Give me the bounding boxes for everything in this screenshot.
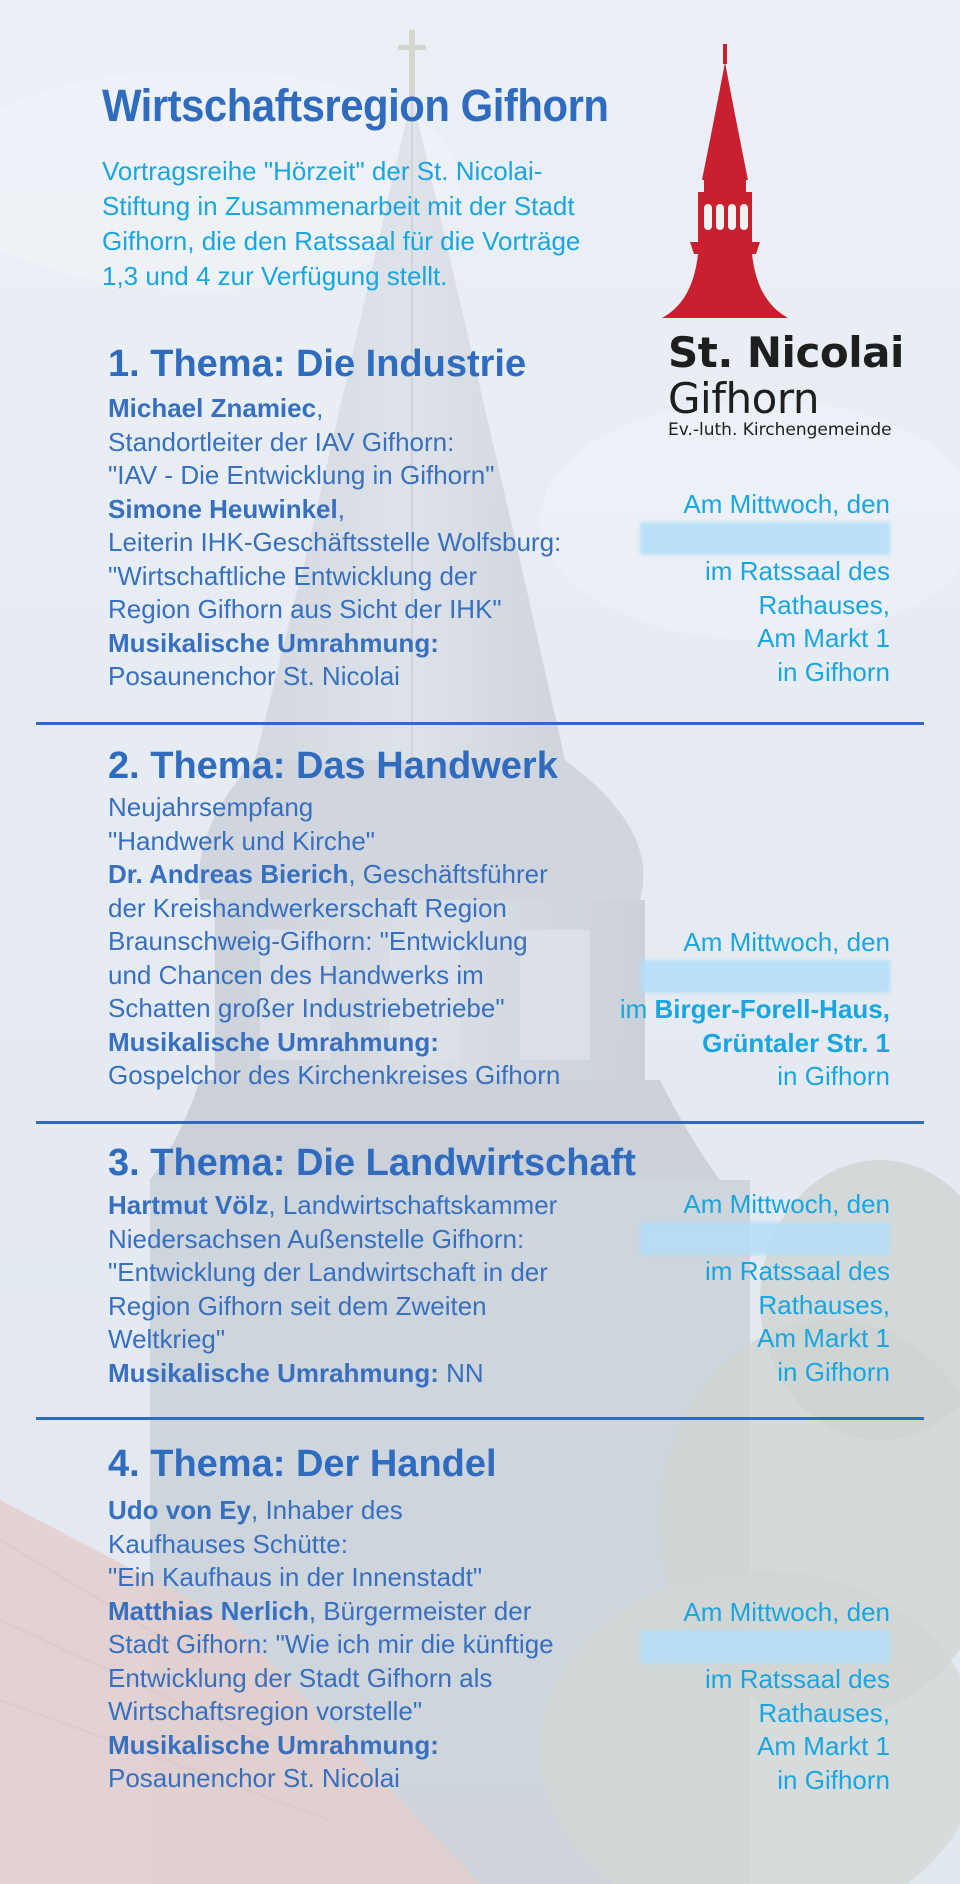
section-divider <box>36 1417 924 1420</box>
body-line <box>108 959 628 993</box>
speaker-name: Hartmut Völz <box>108 1190 269 1220</box>
speaker-name: Simone Heuwinkel <box>108 493 338 524</box>
body-line <box>108 1695 628 1729</box>
music-label: Musikalische Umrahmung: <box>108 627 439 658</box>
body-text: , Landwirtschaftskammer <box>268 1190 558 1220</box>
redacted-date <box>640 1630 890 1664</box>
body-text: und Chancen des Handwerks im <box>108 959 484 990</box>
venue-line: im Ratssaal des <box>705 556 890 586</box>
body-text: der Kreishandwerkerschaft Region <box>108 892 507 923</box>
body-text: , Inhaber des <box>251 1495 403 1525</box>
intro-line: Vortragsreihe "Hörzeit" der St. Nicolai- <box>102 156 543 186</box>
body-text: "Wirtschaftliche Entwicklung der <box>108 560 478 591</box>
venue-line: Am Markt 1 <box>757 623 890 653</box>
body-text: , <box>337 493 345 524</box>
body-text: Posaunenchor St. Nicolai <box>108 661 400 691</box>
venue-line: in Gifhorn <box>777 656 890 687</box>
logo-name: St. Nicolai <box>668 328 904 377</box>
body-text: "Entwicklung der Landwirtschaft in der <box>108 1257 548 1287</box>
venue-date-label: Am Mittwoch, den <box>683 1597 890 1627</box>
section-body <box>108 1494 628 1796</box>
body-line <box>108 560 628 594</box>
intro-line: Gifhorn, die den Ratssaal für die Vorträge <box>102 226 581 256</box>
body-line <box>108 493 628 527</box>
body-text: Kaufhauses Schütte: <box>108 1528 348 1559</box>
body-text: Region Gifhorn aus Sicht der IHK" <box>108 594 502 624</box>
venue-building: Birger-Forell-Haus, <box>654 994 890 1024</box>
venue-line: Rathauses, <box>758 1289 890 1320</box>
body-line <box>108 459 628 493</box>
venue-line: Am Markt 1 <box>757 1731 890 1761</box>
body-text: Leiterin IHK-Geschäftsstelle Wolfsburg: <box>108 527 562 557</box>
body-text: Neujahrsempfang <box>108 792 314 822</box>
logo-subtitle: Ev.-luth. Kirchengemeinde <box>668 420 892 440</box>
music-label: Musikalische Umrahmung: <box>108 1026 439 1057</box>
intro-line: Stiftung in Zusammenarbeit mit der Stadt <box>102 191 575 221</box>
body-text: Region Gifhorn seit dem Zweiten <box>108 1290 487 1321</box>
body-line <box>108 1628 628 1662</box>
body-line <box>108 1595 628 1629</box>
music-label: Musikalische Umrahmung: <box>108 1357 439 1388</box>
body-text: "Handwerk und Kirche" <box>108 825 376 856</box>
speaker-name: Matthias Nerlich <box>108 1595 309 1626</box>
body-line <box>108 1323 628 1357</box>
section-title: 1. Thema: Die Industrie <box>108 343 527 385</box>
body-line <box>108 1729 628 1763</box>
body-text: "Ein Kaufhaus in der Innenstadt" <box>108 1562 483 1592</box>
section-title: 3. Thema: Die Landwirtschaft <box>108 1142 636 1184</box>
venue-line <box>620 993 890 1027</box>
venue-street: Grüntaler Str. 1 <box>702 1027 890 1058</box>
venue-prefix: im <box>619 994 655 1024</box>
body-line <box>108 858 628 892</box>
venue-line: in Gifhorn <box>777 1764 890 1795</box>
body-line <box>108 1189 628 1223</box>
body-line <box>108 1223 628 1257</box>
venue-line: in Gifhorn <box>777 1356 890 1387</box>
section-divider <box>36 722 924 725</box>
body-line <box>108 1256 628 1290</box>
venue-info <box>640 1596 890 1797</box>
body-line <box>108 1561 628 1595</box>
body-line <box>108 825 628 859</box>
venue-info <box>640 1188 890 1389</box>
body-line <box>108 892 628 926</box>
intro-line: 1,3 und 4 zur Verfügung stellt. <box>102 261 448 291</box>
body-line <box>108 992 628 1026</box>
venue-line: Rathauses, <box>758 589 890 620</box>
speaker-name: Dr. Andreas Bierich <box>108 859 349 889</box>
body-text: Gospelchor des Kirchenkreises Gifhorn <box>108 1060 561 1090</box>
venue-line: Rathauses, <box>758 1697 890 1728</box>
body-line <box>108 791 628 825</box>
body-line <box>108 1357 628 1391</box>
section-body <box>108 791 628 1093</box>
body-text: Entwicklung der Stadt Gifhorn als <box>108 1662 493 1693</box>
redacted-date <box>640 1222 890 1256</box>
body-line <box>108 593 628 627</box>
section-title: 4. Thema: Der Handel <box>108 1443 497 1485</box>
venue-date-label: Am Mittwoch, den <box>683 927 890 957</box>
body-text: Posaunenchor St. Nicolai <box>108 1763 400 1793</box>
venue-line: im Ratssaal des <box>705 1664 890 1694</box>
speaker-name: Udo von Ey <box>108 1495 252 1525</box>
venue-line <box>620 1027 890 1061</box>
intro-text <box>102 154 662 294</box>
section-body <box>108 392 628 694</box>
body-text: , <box>316 393 324 423</box>
body-line <box>108 1494 628 1528</box>
music-label: Musikalische Umrahmung: <box>108 1729 439 1760</box>
body-text: "IAV - Die Entwicklung in Gifhorn" <box>108 460 495 490</box>
body-text: Niedersachsen Außenstelle Gifhorn: <box>108 1223 525 1254</box>
venue-date-label: Am Mittwoch, den <box>683 489 890 519</box>
body-line <box>108 526 628 560</box>
logo-city: Gifhorn <box>668 374 819 423</box>
body-line <box>108 627 628 661</box>
body-line <box>108 1662 628 1696</box>
venue-line: im Ratssaal des <box>705 1256 890 1286</box>
body-text: Standortleiter der IAV Gifhorn: <box>108 426 455 457</box>
venue-line: in Gifhorn <box>777 1061 890 1091</box>
body-text: Weltkrieg" <box>108 1324 226 1354</box>
body-line <box>108 1290 628 1324</box>
venue-line: Am Markt 1 <box>757 1323 890 1353</box>
redacted-date <box>640 522 890 556</box>
venue-info <box>620 926 890 1094</box>
body-text: Wirtschaftsregion vorstelle" <box>108 1696 423 1726</box>
body-text: Stadt Gifhorn: "Wie ich mir die künftige <box>108 1629 554 1659</box>
venue-date-label: Am Mittwoch, den <box>683 1189 890 1219</box>
body-line <box>108 1762 628 1796</box>
body-line <box>108 392 628 426</box>
body-line <box>108 660 628 694</box>
body-text: NN <box>438 1357 484 1388</box>
body-text: Schatten großer Industriebetriebe" <box>108 993 505 1023</box>
body-line <box>108 1059 628 1093</box>
speaker-name: Michael Znamiec <box>108 393 317 423</box>
redacted-date <box>640 960 890 994</box>
body-line <box>108 426 628 460</box>
section-body <box>108 1189 628 1390</box>
section-title: 2. Thema: Das Handwerk <box>108 745 558 787</box>
body-line <box>108 925 628 959</box>
section-divider <box>36 1121 924 1124</box>
body-text: Braunschweig-Gifhorn: "Entwicklung <box>108 926 528 956</box>
body-line <box>108 1528 628 1562</box>
body-text: , Geschäftsführer <box>348 859 548 889</box>
main-title: Wirtschaftsregion Gifhorn <box>102 80 609 131</box>
body-line <box>108 1026 628 1060</box>
body-text: , Bürgermeister der <box>308 1595 532 1626</box>
venue-info <box>640 488 890 689</box>
